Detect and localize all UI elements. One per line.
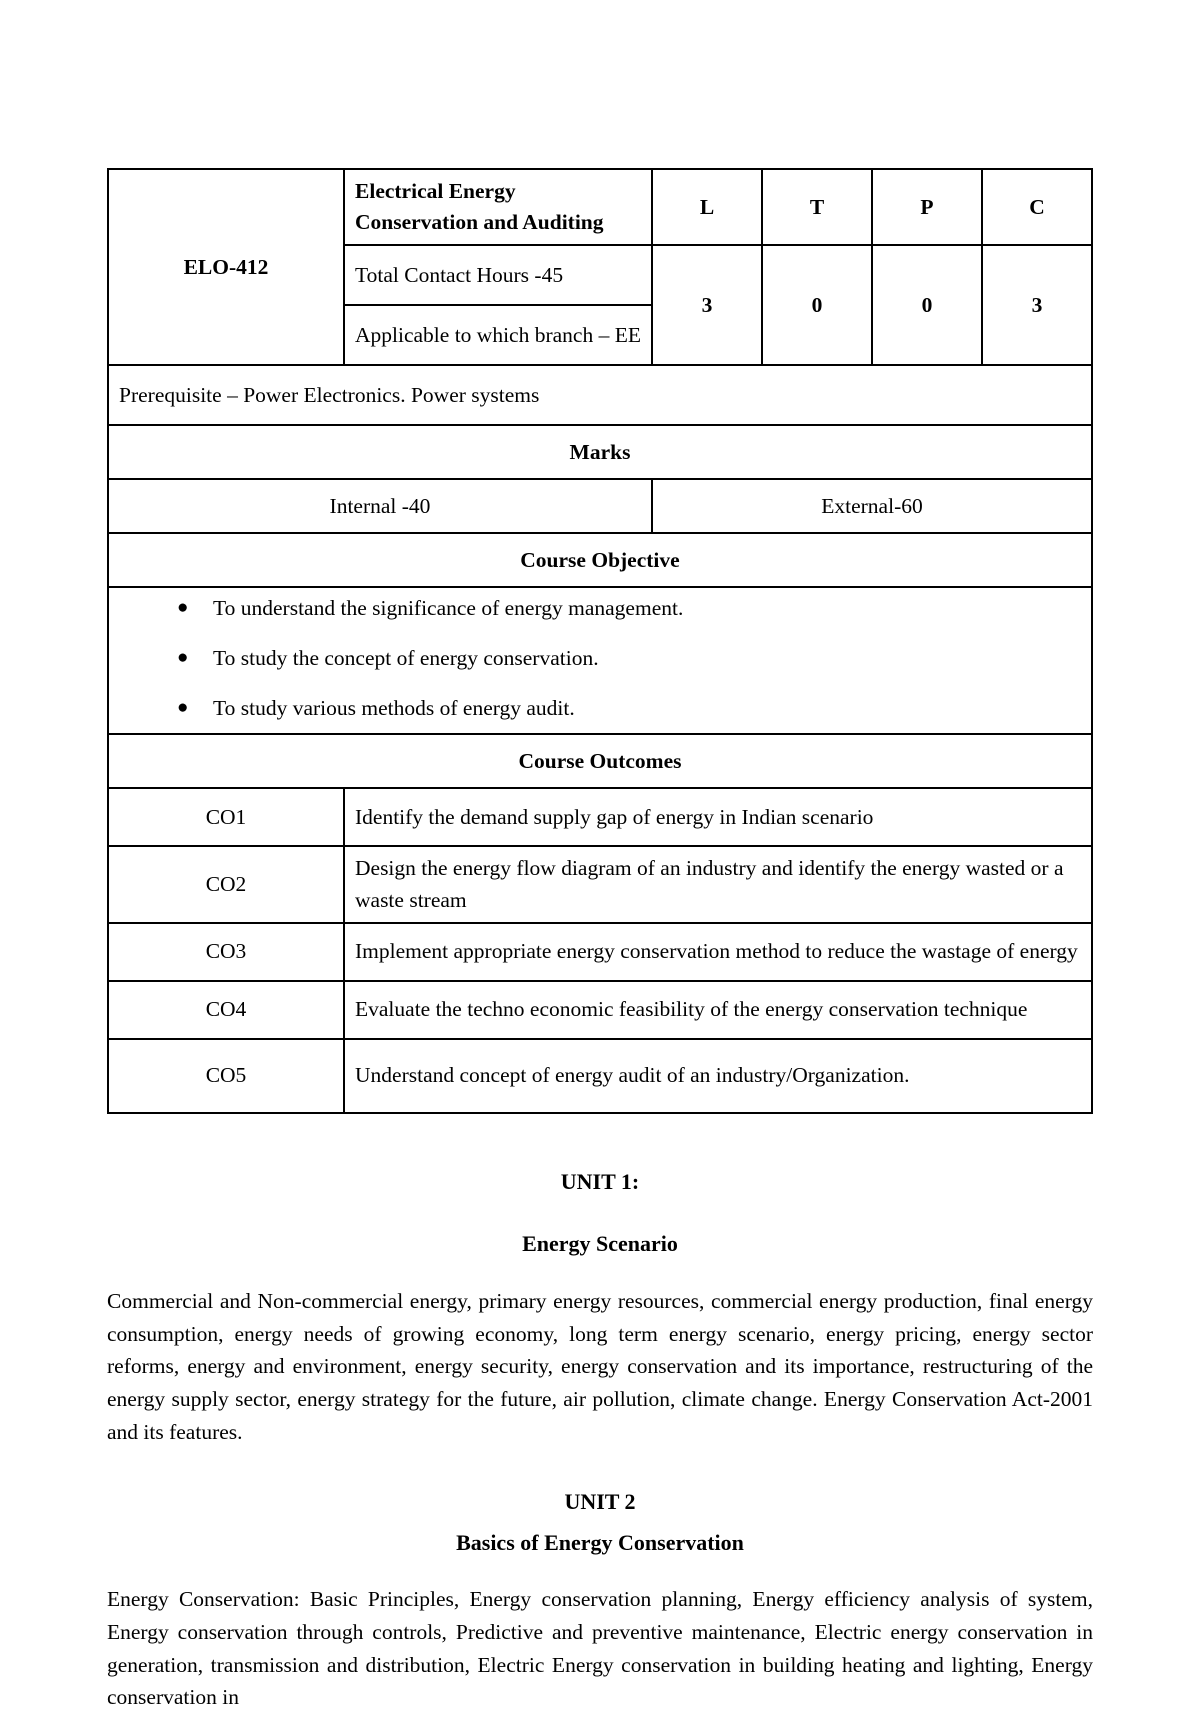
marks-heading: Marks xyxy=(108,425,1092,479)
bullet-icon: ● xyxy=(177,647,189,669)
ltpc-header-p: P xyxy=(872,169,982,245)
outcome-text-co2: Design the energy flow diagram of an industry and identify the energy wasted or a waste stream xyxy=(344,846,1092,922)
outcome-text-co4: Evaluate the techno economic feasibility of the energy conservation technique xyxy=(344,981,1092,1039)
course-title-cell: Electrical Energy Conservation and Auditing xyxy=(344,169,652,245)
list-item xyxy=(177,644,1081,673)
objective-text: To study various methods of energy audit. xyxy=(213,696,575,721)
objective-list-row xyxy=(108,587,1092,734)
outcome-text-co3: Implement appropriate energy conservation method to reduce the wastage of energy xyxy=(344,923,1092,981)
ltpc-value-t: 0 xyxy=(762,245,872,365)
unit-2-body: Energy Conservation: Basic Principles, Energy conservation planning, Energy efficiency analysis of system, Energy conservation through controls, Predictive and preventive maintenance, Electric energy conservation in generation, transmission and distribution, Electric Energy conservation in building heating and lighting, Energy conservation in xyxy=(107,1587,1093,1710)
spacer xyxy=(107,1557,1093,1583)
contact-hours-cell: Total Contact Hours -45 xyxy=(344,245,652,305)
course-title-row xyxy=(108,169,1092,245)
unit-1-title: UNIT 1: xyxy=(560,1168,640,1194)
ltpc-header-l: L xyxy=(652,169,762,245)
prerequisite-row xyxy=(108,365,1092,425)
document-body xyxy=(107,168,1093,1714)
outcome-key-co4: CO4 xyxy=(108,981,344,1039)
course-outcomes-heading: Course Outcomes xyxy=(108,734,1092,788)
outcome-text-co1: Identify the demand supply gap of energy in Indian scenario xyxy=(344,788,1092,846)
marks-heading-row xyxy=(108,425,1092,479)
external-marks-cell: External-60 xyxy=(652,479,1092,533)
outcome-key-co5: CO5 xyxy=(108,1039,344,1113)
spacer xyxy=(107,1517,1093,1529)
table-row xyxy=(108,923,1092,981)
table-row xyxy=(108,1039,1092,1113)
objective-text: To study the concept of energy conservation. xyxy=(213,646,599,671)
prerequisite-cell: Prerequisite – Power Electronics. Power systems xyxy=(108,365,1092,425)
ltpc-header-t: T xyxy=(762,169,872,245)
outcome-text-co5: Understand concept of energy audit of an industry/Organization. xyxy=(344,1039,1092,1113)
objective-text: To understand the significance of energy management. xyxy=(213,596,684,621)
marks-values-row xyxy=(108,479,1092,533)
ltpc-value-l: 3 xyxy=(652,245,762,365)
unit-section-2 xyxy=(107,1488,1093,1714)
course-objective-heading: Course Objective xyxy=(108,533,1092,587)
outcome-key-co1: CO1 xyxy=(108,788,344,846)
ltpc-value-p: 0 xyxy=(872,245,982,365)
unit-1-subtitle: Energy Scenario xyxy=(522,1231,678,1257)
outcome-key-co2: CO2 xyxy=(108,846,344,922)
spacer xyxy=(107,1196,1093,1230)
ltpc-value-c: 3 xyxy=(982,245,1092,365)
applicable-branch-cell: Applicable to which branch – EE xyxy=(344,305,652,365)
spacer xyxy=(107,1259,1093,1285)
unit-2-title: UNIT 2 xyxy=(564,1489,636,1515)
course-objective-cell xyxy=(108,587,1092,734)
outcomes-heading-row xyxy=(108,734,1092,788)
outcome-key-co3: CO3 xyxy=(108,923,344,981)
list-item xyxy=(177,694,1081,723)
unit-1-body: Commercial and Non-commercial energy, primary energy resources, commercial energy production, final energy consumption, energy needs of growing economy, long term energy scenario, energy pricing, energy sector reforms, energy and environment, energy security, energy conservation and its importance, restructuring of the energy supply sector, energy strategy for the future, air pollution, climate change. Energy Conservation Act-2001 and its features. xyxy=(107,1288,1093,1444)
course-info-table xyxy=(107,168,1093,1114)
course-code-cell: ELO-412 xyxy=(108,169,344,365)
objective-list xyxy=(119,594,1081,723)
ltpc-header-c: C xyxy=(982,169,1092,245)
unit-2-subtitle: Basics of Energy Conservation xyxy=(456,1529,744,1555)
table-row xyxy=(108,846,1092,922)
list-item xyxy=(177,594,1081,623)
bullet-icon: ● xyxy=(177,697,189,719)
objective-heading-row xyxy=(108,533,1092,587)
internal-marks-cell: Internal -40 xyxy=(108,479,652,533)
bullet-icon: ● xyxy=(177,597,189,619)
table-row xyxy=(108,981,1092,1039)
table-row xyxy=(108,788,1092,846)
spacer xyxy=(107,1448,1093,1488)
spacer xyxy=(107,1114,1093,1168)
unit-section-1 xyxy=(107,1168,1093,1449)
